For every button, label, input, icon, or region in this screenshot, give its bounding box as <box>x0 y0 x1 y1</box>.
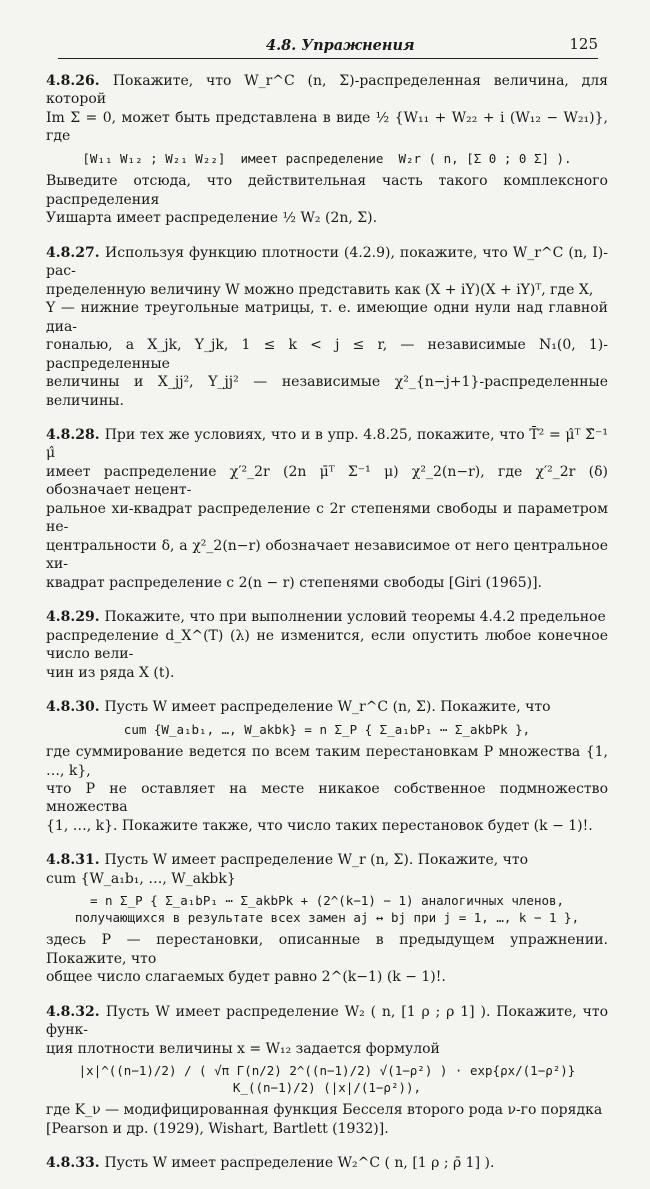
exercise-continuation <box>46 743 608 835</box>
text-line: При тех же условиях, что и в упр. 4.8.25, покажите, что T̄² = μ̂ᵀ Σ̂⁻¹ μ̂ <box>46 427 608 462</box>
text-line: величины и X_jj², Y_jj² — независимые χ²_{n−j+1}-распределенные величины. <box>46 374 608 409</box>
text-line: ция плотности величины x = W₁₂ задается формулой <box>46 1040 440 1057</box>
text-line: Покажите, что W_r^C (n, Σ)-распределенная величина, для которой <box>46 73 608 108</box>
page-body <box>46 72 608 1189</box>
section-title: 4.8. Упражнения <box>266 37 415 54</box>
exercise-4-8-29 <box>46 608 608 682</box>
exercise-text <box>46 426 608 592</box>
text-line: Im Σ = 0, может быть представлена в виде ½ {W₁₁ + W₂₂ + i (W₁₂ − W₂₁)}, где <box>46 109 608 145</box>
exercise-4-8-27 <box>46 244 608 410</box>
exercise-continuation <box>46 172 608 227</box>
exercise-number: 4.8.28. <box>46 427 100 443</box>
exercise-number: 4.8.29. <box>46 609 100 626</box>
text-line: [Pearson и др. (1929), Wishart, Bartlett (1932)]. <box>46 1120 389 1137</box>
exercise-4-8-32 <box>46 1003 608 1138</box>
display-formula: |x|^((n−1)/2) / ( √π Γ(n/2) 2^((n−1)/2) √(1−ρ²) ) · exp{ρx/(1−ρ²)} K_((n−1)/2) (|x|/(1−ρ²)), <box>78 1063 583 1095</box>
text-line: {1, …, k}. Покажите также, что число таких перестановок будет (k − 1)!. <box>46 817 593 834</box>
exercise-text <box>46 698 608 716</box>
display-formula: [W₁₁ W₁₂ ; W₂₁ W₂₂] имеет распределение W₂r ( n, [Σ 0 ; 0 Σ] ). <box>82 150 572 166</box>
text-line: Используя функцию плотности (4.2.9), покажите, что W_r^C (n, I)-рас- <box>46 244 609 280</box>
exercise-4-8-26 <box>46 72 608 228</box>
text-line: Пусть W имеет распределение W₂ ( n, [1 ρ ; ρ 1] ). Покажите, что функ- <box>46 1003 608 1039</box>
text-line: квадрат распределение с 2(n − r) степенями свободы [Giri (1965)]. <box>46 574 542 591</box>
text-line: Пусть W имеет распределение W_r (n, Σ). Покажите, что <box>104 852 529 869</box>
exercise-number: 4.8.30. <box>46 699 100 716</box>
exercise-number: 4.8.33. <box>46 1155 100 1172</box>
exercise-4-8-31 <box>46 851 608 986</box>
text-line: ральное хи-квадрат распределение с 2r степенями свободы и параметром не- <box>46 500 608 536</box>
text-line: распределение d_X^(T) (λ) не изменится, если опустить любое конечное число вели- <box>46 627 608 663</box>
text-line: здесь P — перестановки, описанные в предыдущем упражнении. Покажите, что <box>46 932 608 967</box>
text-line: cum {W_a₁b₁, …, W_akbk} <box>46 870 236 887</box>
exercise-text <box>46 244 608 410</box>
exercise-text <box>46 72 608 146</box>
exercise-text <box>46 608 608 682</box>
text-line: что P не оставляет на месте никакое собственное подмножество множества <box>46 781 608 816</box>
text-line: Выведите отсюда, что действительная часть такого комплексного распределения <box>46 173 608 208</box>
text-line: Покажите, что при выполнении условий теоремы 4.4.2 предельное <box>104 609 606 626</box>
text-line: общее число слагаемых будет равно 2^(k−1) (k − 1)!. <box>46 969 446 986</box>
exercise-text <box>46 1003 608 1058</box>
exercise-4-8-28 <box>46 426 608 592</box>
exercise-text <box>46 851 608 888</box>
page-number: 125 <box>569 35 598 53</box>
text-line: где суммирование ведется по всем таким перестановкам P множества {1, …, k}, <box>46 744 608 779</box>
exercise-continuation <box>46 931 608 986</box>
text-line: Пусть W имеет распределение W_r^C (n, Σ). Покажите, что <box>104 699 551 716</box>
exercise-number: 4.8.32. <box>46 1003 100 1020</box>
exercise-4-8-33 <box>46 1154 608 1172</box>
exercise-number: 4.8.31. <box>46 852 100 869</box>
text-line: Пусть W имеет распределение W₂^C ( n, [1 ρ ; ρ̄ 1] ). <box>104 1155 495 1172</box>
text-line: Уишарта имеет распределение ½ W₂ (2n, Σ). <box>46 210 378 227</box>
text-line: имеет распределение χ′²_2r (2n μ̄ᵀ Σ⁻¹ μ) χ²_2(n−r), где χ′²_2r (δ) обозначает нецент- <box>46 463 608 499</box>
text-line: Y — нижние треугольные матрицы, т. е. имеющие одни нули над главной диа- <box>46 300 608 335</box>
text-line: пределенную величину W можно представить как (X + iY)(X + iY)ᵀ, где X, <box>46 281 594 298</box>
display-formula: cum {W_a₁b₁, …, W_akbk} = n Σ_P { Σ_a₁bP₁ ⋯ Σ_akbPk }, <box>123 721 531 737</box>
exercise-number: 4.8.27. <box>46 244 100 261</box>
exercise-continuation <box>46 1101 608 1138</box>
display-formula: = n Σ_P { Σ_a₁bP₁ ⋯ Σ_akbPk + (2^(k−1) − 1) аналогичных членов, получающихся в результате всех замен aj ↔ bj при j = 1, …, k − 1 }, <box>74 893 580 925</box>
text-line: центральности δ, а χ²_2(n−r) обозначает независимое от него центральное хи- <box>46 537 608 573</box>
text-line: чин из ряда X (t). <box>46 664 175 681</box>
text-line: гональю, а X_jk, Y_jk, 1 ≤ k < j ≤ r, — независимые N₁(0, 1)-распределенные <box>46 337 608 372</box>
exercise-text <box>46 1154 608 1172</box>
running-header <box>58 34 598 59</box>
exercise-number: 4.8.26. <box>46 73 100 89</box>
text-line: где K_ν — модифицированная функция Бесселя второго рода ν-го порядка <box>46 1102 603 1119</box>
exercise-4-8-30 <box>46 698 608 835</box>
